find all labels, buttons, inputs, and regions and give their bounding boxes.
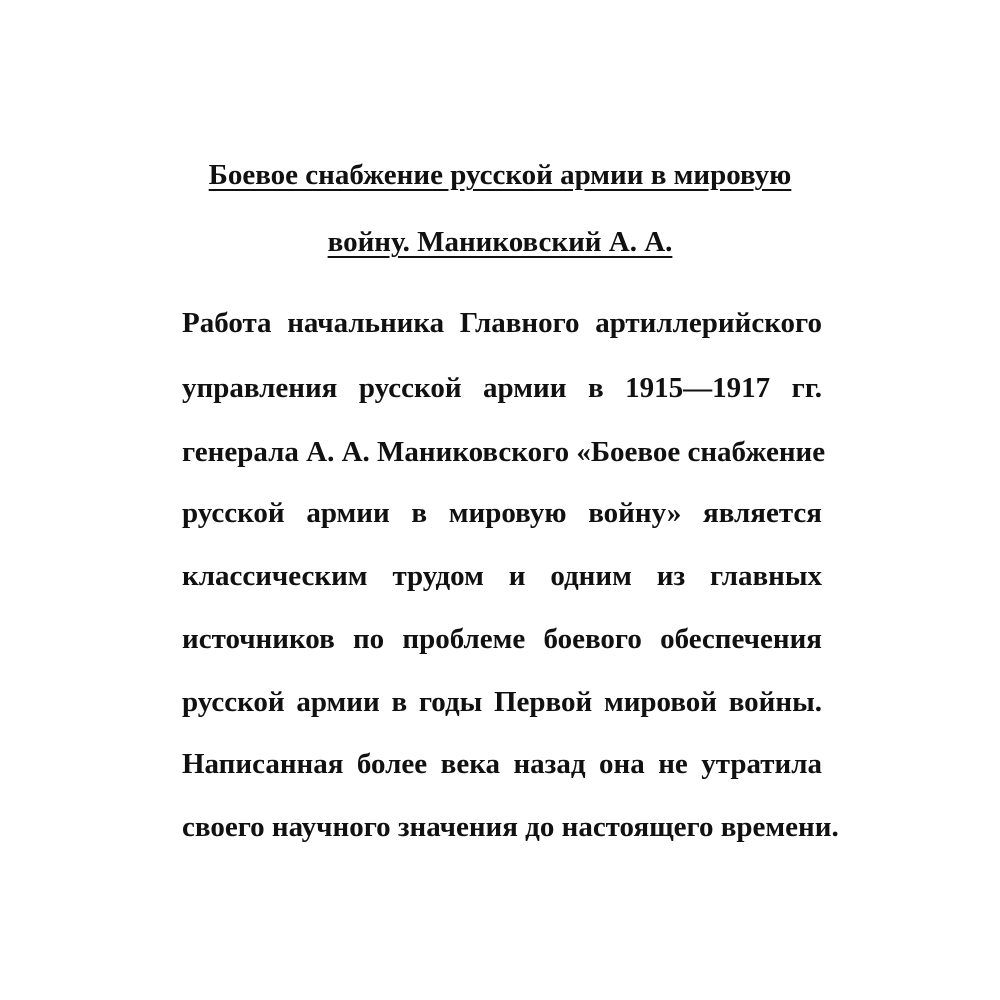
paragraph-line: источников по проблеме боевого обеспечения [182, 623, 822, 655]
title-text-1: Боевое снабжение русской армии в мировую [208, 159, 792, 191]
paragraph-line: русской армии в мировую войну» является [182, 497, 822, 529]
document-title-line-1 [100, 155, 900, 195]
paragraph-line: классическим трудом и одним из главных [182, 560, 822, 592]
title-text-2: войну. Маниковский А. А. [327, 226, 673, 258]
paragraph-line: русской армии в годы Первой мировой войны. [182, 686, 822, 718]
paragraph-line-last: своего научного значения до настоящего времени. [182, 811, 839, 843]
document-title-line-2 [100, 222, 900, 262]
paragraph-line: Работа начальника Главного артиллерийского [182, 307, 822, 339]
paragraph-line: управления русской армии в 1915—1917 гг. [182, 372, 822, 404]
paragraph-line: генерала А. А. Маниковского «Боевое снабжение [182, 436, 826, 468]
paragraph-line: Написанная более века назад она не утратила [182, 748, 822, 780]
